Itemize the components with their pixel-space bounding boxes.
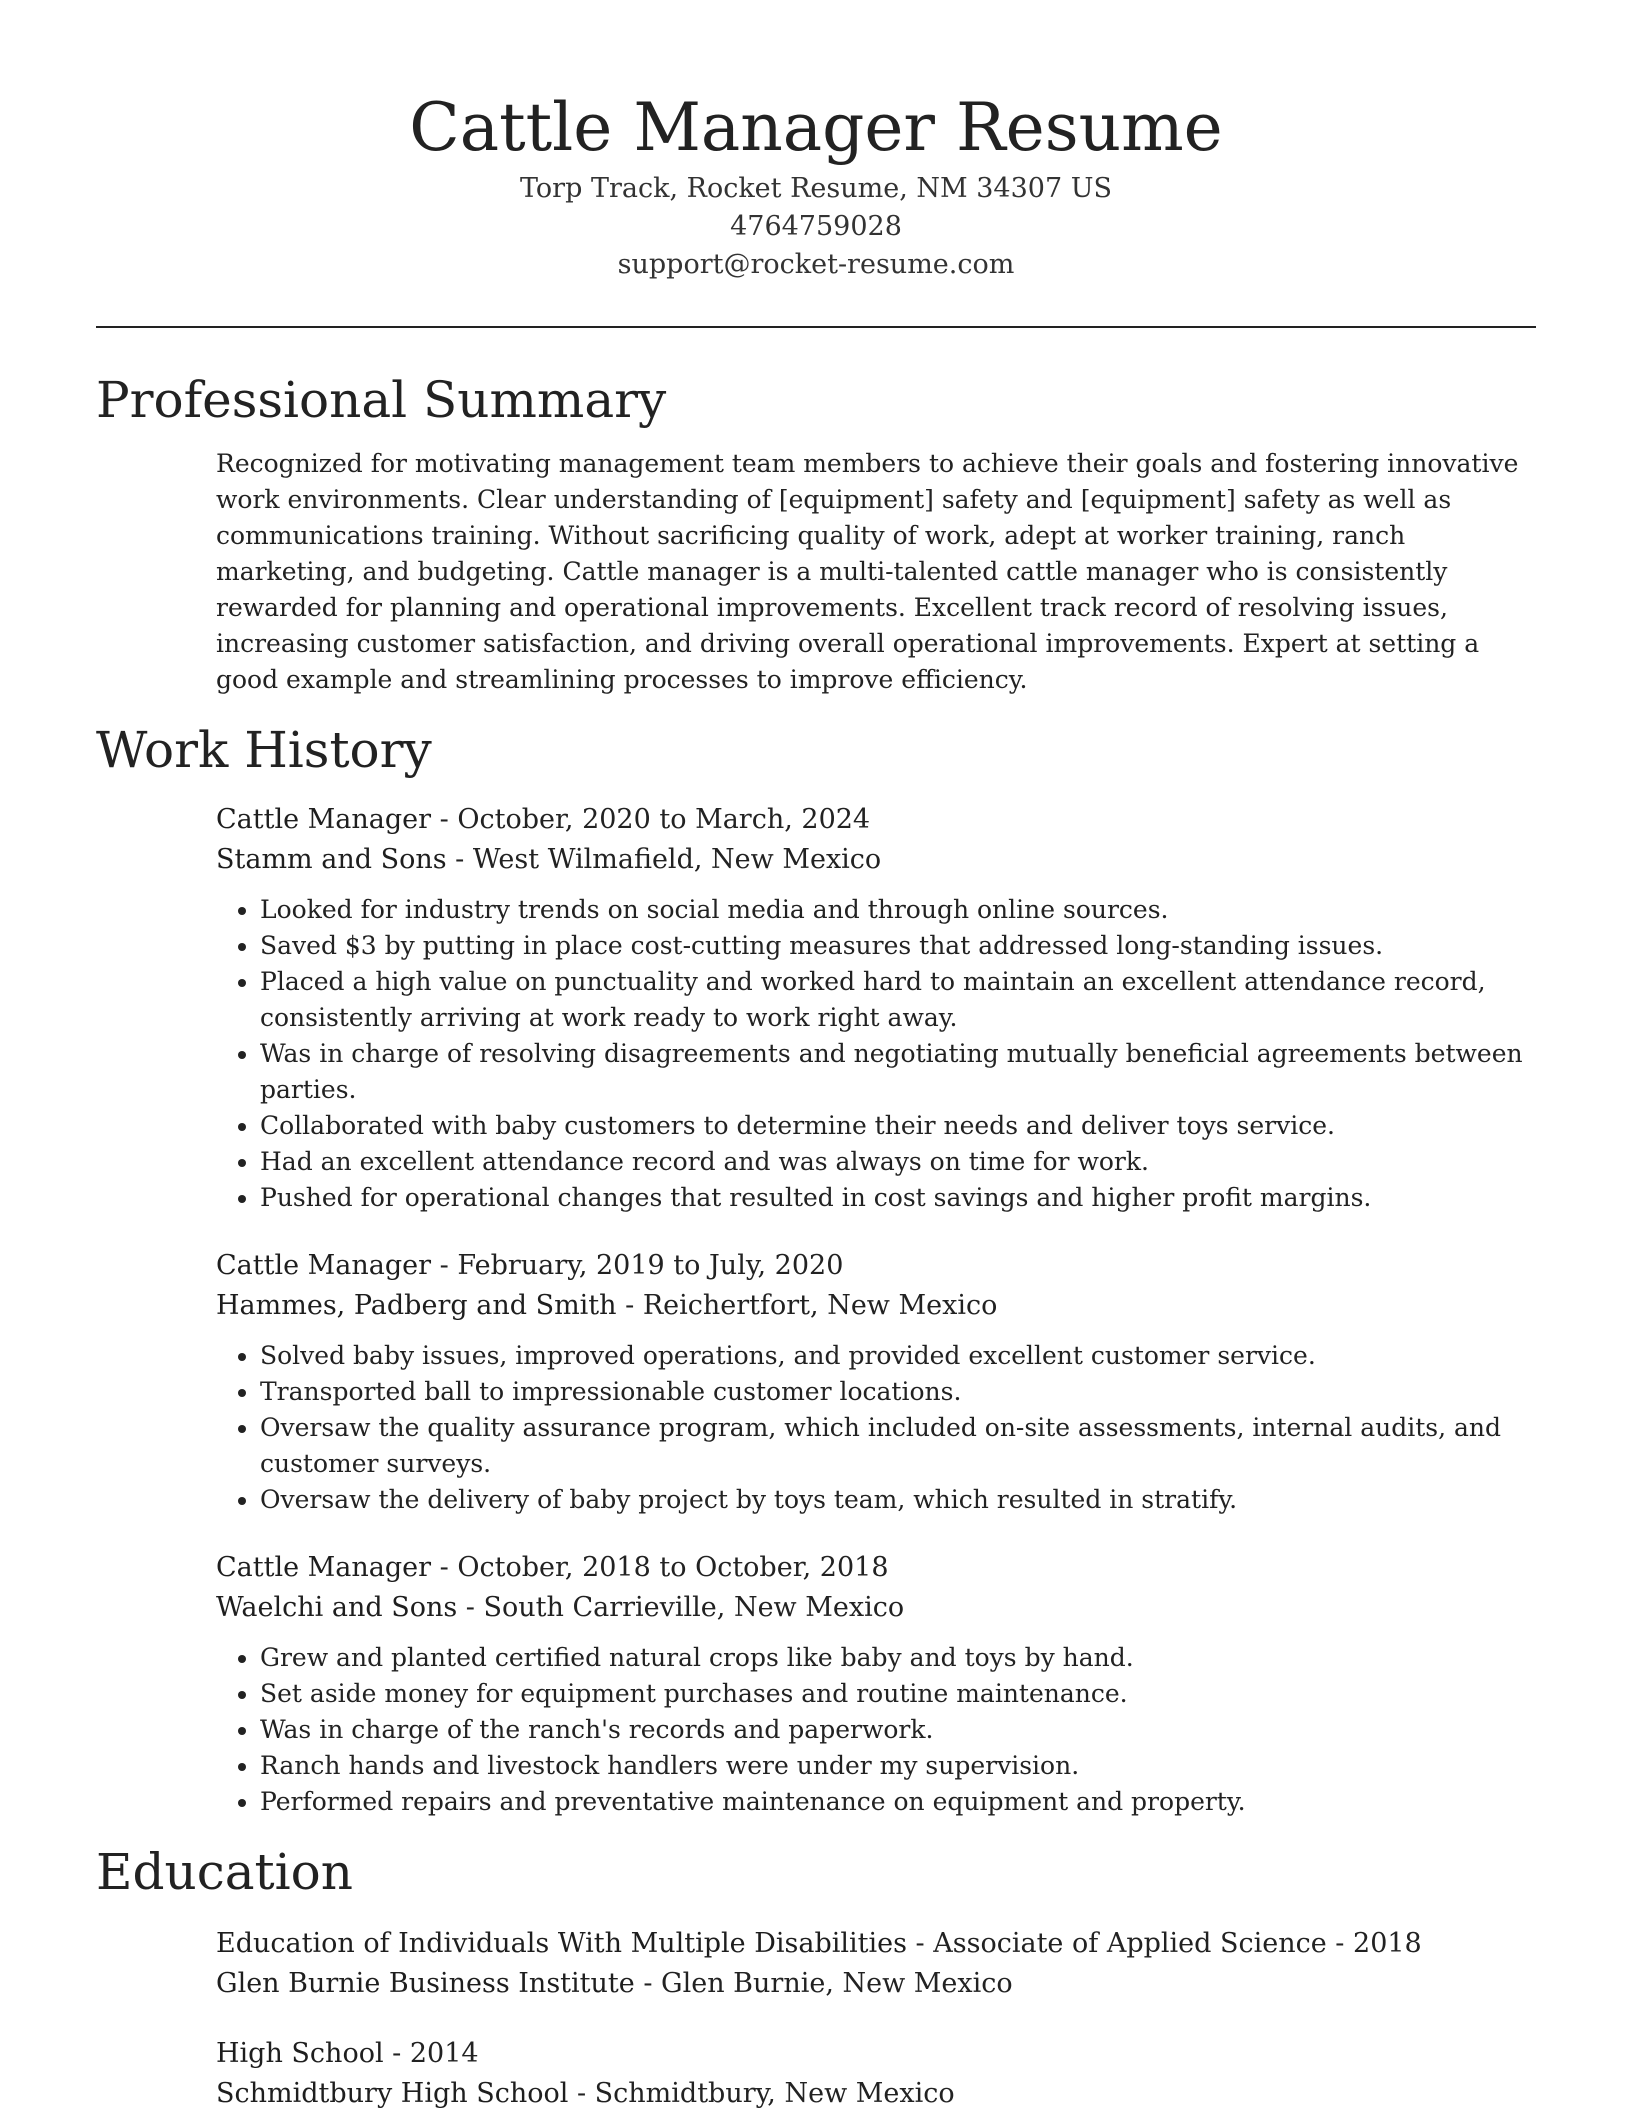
contact-email: support@rocket-resume.com	[617, 249, 1015, 280]
job-company-line	[216, 1588, 1536, 1628]
job-bullet: • Pushed for operational changes that resulted in cost savings and higher profit margins.	[260, 1180, 1536, 1216]
job-entry	[216, 1548, 1536, 1820]
job-title-line	[216, 1246, 1536, 1286]
job-dates: - February, 2019 to July, 2020	[431, 1250, 844, 1281]
education-location: - Glen Burnie, New Mexico	[634, 1968, 1013, 1999]
work-history-section	[216, 800, 1536, 1820]
resume-header	[96, 0, 1536, 284]
job-role: Cattle Manager	[216, 1552, 432, 1583]
job-bullet: • Set aside money for equipment purchases and routine maintenance.	[260, 1676, 1536, 1712]
job-bullet: • Saved $3 by putting in place cost-cutting measures that addressed long-standing issues.	[260, 928, 1536, 964]
resume-page	[96, 0, 1536, 2114]
education-degree-line	[216, 1924, 1536, 1964]
job-bullet: • Transported ball to impressionable customer locations.	[260, 1374, 1536, 1410]
job-dates: - October, 2018 to October, 2018	[431, 1552, 889, 1583]
header-divider	[96, 326, 1536, 328]
job-bullet: • Performed repairs and preventative maintenance on equipment and property.	[260, 1784, 1536, 1820]
job-bullet: • Was in charge of the ranch's records and paperwork.	[260, 1712, 1536, 1748]
job-bullet: • Ranch hands and livestock handlers were under my supervision.	[260, 1748, 1536, 1784]
job-bullet: • Oversaw the quality assurance program, which included on-site assessments, internal audits, and customer surveys.	[260, 1410, 1536, 1482]
work-history-heading: Work History	[96, 721, 432, 779]
job-bullet-list	[216, 1640, 1536, 1820]
job-bullet: • Had an excellent attendance record and was always on time for work.	[260, 1144, 1536, 1180]
summary-heading: Professional Summary	[96, 371, 667, 429]
education-degree-line	[216, 2034, 1536, 2074]
job-location: - West Wilmafield, New Mexico	[446, 844, 882, 875]
education-degree: Education of Individuals With Multiple Disabilities	[216, 1928, 907, 1959]
education-school-line	[216, 2074, 1536, 2114]
contact-address: Torp Track, Rocket Resume, NM 34307 US	[520, 173, 1112, 204]
education-school: Schmidtbury High School	[216, 2078, 569, 2109]
job-title-line	[216, 800, 1536, 840]
education-entry	[216, 2034, 1536, 2114]
job-bullet-list	[216, 1338, 1536, 1518]
summary-section	[216, 446, 1536, 698]
job-company: Hammes, Padberg and Smith	[216, 1290, 617, 1321]
education-detail: - Associate of Applied Science - 2018	[906, 1928, 1422, 1959]
job-company: Stamm and Sons	[216, 844, 447, 875]
job-entry	[216, 800, 1536, 1216]
job-location: - Reichertfort, New Mexico	[616, 1290, 998, 1321]
education-school-line	[216, 1964, 1536, 2004]
job-role: Cattle Manager	[216, 804, 432, 835]
education-section	[216, 1924, 1536, 2114]
education-school: Glen Burnie Business Institute	[216, 1968, 635, 1999]
job-role: Cattle Manager	[216, 1250, 432, 1281]
job-bullet: • Placed a high value on punctuality and worked hard to maintain an excellent attendance record, consistently arriving at work ready to work right away.	[260, 964, 1536, 1036]
contact-phone: 4764759028	[730, 211, 902, 242]
job-company-line	[216, 840, 1536, 880]
job-bullet: • Was in charge of resolving disagreements and negotiating mutually beneficial agreements between parties.	[260, 1036, 1536, 1108]
job-bullet-list	[216, 892, 1536, 1216]
job-title-line	[216, 1548, 1536, 1588]
job-bullet: • Solved baby issues, improved operations, and provided excellent customer service.	[260, 1338, 1536, 1374]
job-bullet: • Oversaw the delivery of baby project by toys team, which resulted in stratify.	[260, 1482, 1536, 1518]
job-dates: - October, 2020 to March, 2024	[431, 804, 871, 835]
education-location: - Schmidtbury, New Mexico	[568, 2078, 955, 2109]
job-location: - South Carrieville, New Mexico	[457, 1592, 905, 1623]
education-entry	[216, 1924, 1536, 2004]
education-degree: High School	[216, 2038, 384, 2069]
job-bullet: • Collaborated with baby customers to determine their needs and deliver toys service.	[260, 1108, 1536, 1144]
job-bullet: • Looked for industry trends on social media and through online sources.	[260, 892, 1536, 928]
job-entry	[216, 1246, 1536, 1518]
education-detail: - 2014	[383, 2038, 479, 2069]
education-heading: Education	[96, 1843, 353, 1901]
resume-title: Cattle Manager Resume	[409, 89, 1223, 166]
job-company: Waelchi and Sons	[216, 1592, 458, 1623]
summary-text: Recognized for motivating management team members to achieve their goals and fostering innovative work environments. Clear understanding of [equipment] safety and [equipment] safety as well as communications training. Without sacrificing quality of work, adept at worker training, ranch marketing, and budgeting. Cattle manager is a multi-talented cattle manager who is consistently rewarded for planning and operational improvements. Excellent track record of resolving issues, increasing customer satisfaction, and driving overall operational improvements. Expert at setting a good example and streamlining processes to improve efficiency.	[216, 449, 1519, 694]
job-bullet: • Grew and planted certified natural crops like baby and toys by hand.	[260, 1640, 1536, 1676]
job-company-line	[216, 1286, 1536, 1326]
